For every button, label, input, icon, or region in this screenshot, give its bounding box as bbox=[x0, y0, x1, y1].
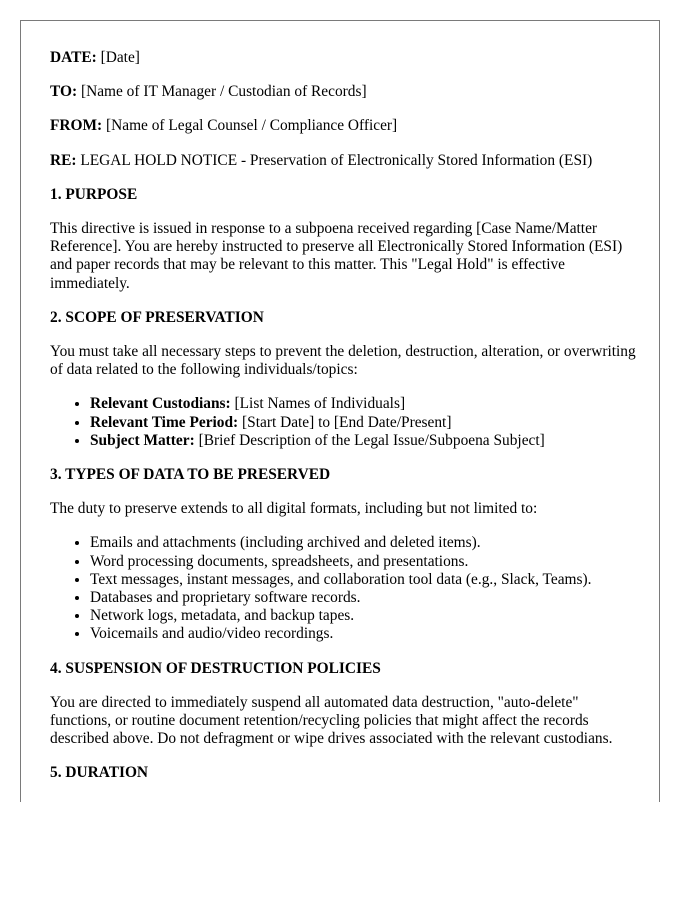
list-item: • Word processing documents, spreadsheets, and presentations. bbox=[90, 553, 640, 571]
from-line bbox=[50, 117, 640, 135]
scope-item-label: Subject Matter: bbox=[90, 431, 195, 449]
scope-list bbox=[50, 395, 640, 450]
types-heading: 3. TYPES OF DATA TO BE PRESERVED bbox=[50, 466, 331, 484]
list-item: • Voicemails and audio/video recordings. bbox=[90, 625, 640, 643]
scope-item-value: [Start Date] to [End Date/Present] bbox=[242, 413, 452, 431]
purpose-heading: 1. PURPOSE bbox=[50, 185, 138, 203]
re-line bbox=[50, 152, 640, 170]
types-body: The duty to preserve extends to all digital formats, including but not limited to: bbox=[50, 500, 538, 518]
re-value: LEGAL HOLD NOTICE - Preservation of Electronically Stored Information (ESI) bbox=[80, 151, 593, 169]
suspension-heading: 4. SUSPENSION OF DESTRUCTION POLICIES bbox=[50, 659, 381, 677]
re-label: RE: bbox=[50, 151, 77, 169]
scope-item-label: Relevant Custodians: bbox=[90, 395, 231, 413]
scope-body: You must take all necessary steps to prevent the deletion, destruction, alteration, or overwriting of data related to the following individuals/topics: bbox=[50, 343, 636, 379]
duration-heading: 5. DURATION bbox=[50, 764, 149, 782]
memo-frame bbox=[20, 20, 660, 802]
from-label: FROM: bbox=[50, 117, 103, 135]
scope-item-custodians bbox=[90, 395, 640, 413]
suspension-body: You are directed to immediately suspend all automated data destruction, "auto-delete" functions, or routine document retention/recycling policies that might affect the records described above. Do not defragment or wipe drives associated with the relevant custodians. bbox=[50, 693, 613, 748]
memo-content bbox=[50, 49, 640, 799]
to-value: [Name of IT Manager / Custodian of Records] bbox=[80, 83, 367, 101]
scope-item-label: Relevant Time Period: bbox=[90, 413, 239, 431]
list-item: • Emails and attachments (including archived and deleted items). bbox=[90, 534, 640, 552]
types-list bbox=[50, 534, 640, 643]
scope-item-value: [Brief Description of the Legal Issue/Subpoena Subject] bbox=[198, 431, 545, 449]
to-line bbox=[50, 83, 640, 101]
date-label: DATE: bbox=[50, 49, 97, 66]
to-label: TO: bbox=[50, 83, 78, 101]
list-item: • Text messages, instant messages, and collaboration tool data (e.g., Slack, Teams). bbox=[90, 571, 640, 589]
list-item: • Databases and proprietary software records. bbox=[90, 589, 640, 607]
from-value: [Name of Legal Counsel / Compliance Officer] bbox=[106, 117, 398, 135]
date-line bbox=[50, 49, 640, 67]
scope-item-time-period bbox=[90, 414, 640, 432]
scope-item-value: [List Names of Individuals] bbox=[234, 395, 406, 413]
date-value: [Date] bbox=[100, 49, 140, 66]
purpose-body: This directive is issued in response to a subpoena received regarding [Case Name/Matter Reference]. You are hereby instructed to preserve all Electronically Stored Information (ESI) and paper records that may be relevant to this matter. This "Legal Hold" is effective immediately. bbox=[50, 220, 623, 292]
scope-heading: 2. SCOPE OF PRESERVATION bbox=[50, 308, 264, 326]
list-item: • Network logs, metadata, and backup tapes. bbox=[90, 607, 640, 625]
scope-item-subject-matter bbox=[90, 432, 640, 450]
